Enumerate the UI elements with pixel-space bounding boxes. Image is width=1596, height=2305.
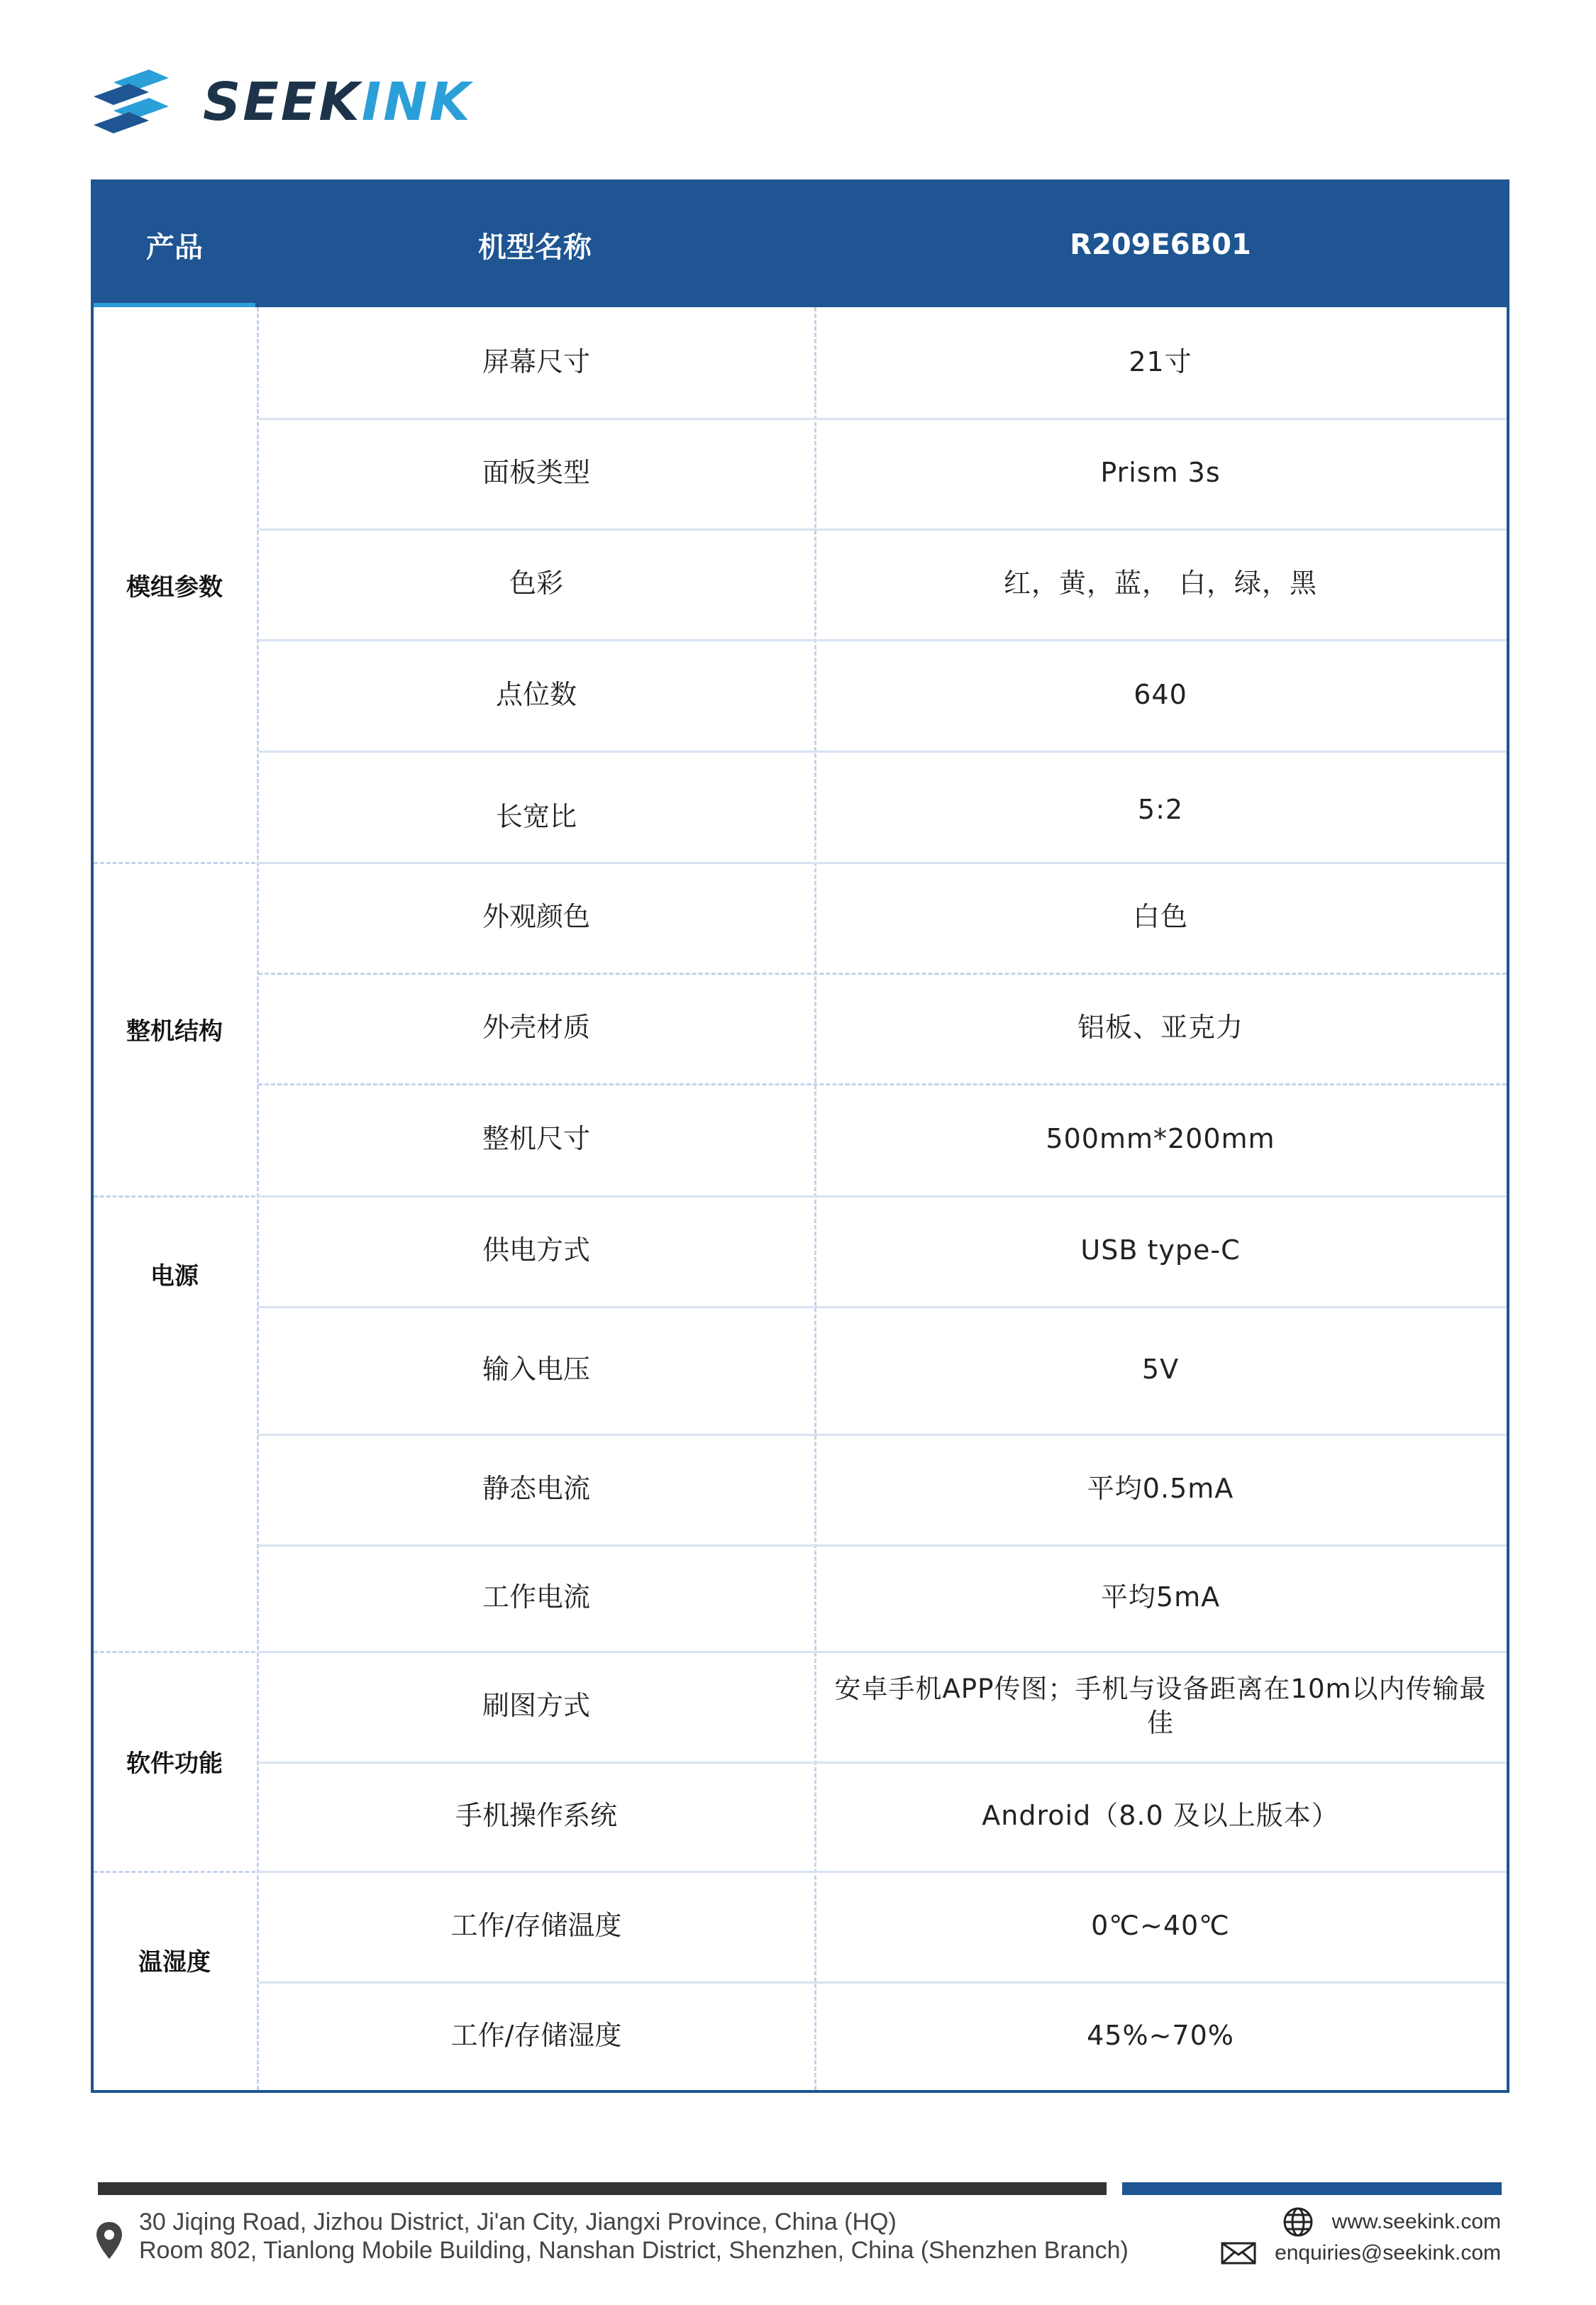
row-name: 长宽比 (495, 800, 577, 832)
row-value: 640 (1134, 678, 1187, 710)
table-row (258, 1762, 1507, 1871)
header-model-value: R209E6B01 (1070, 228, 1251, 261)
row-value: 5:2 (1137, 793, 1184, 825)
footer-bar-dark (98, 2182, 1107, 2195)
row-name: 刷图方式 (482, 1690, 590, 1722)
seekink-logo-mark-icon (92, 68, 170, 136)
brand-name: SEEKINK (203, 72, 472, 133)
row-value: Prism 3s (1100, 457, 1221, 489)
table-row (258, 1981, 1507, 2090)
footer-bar-blue (1122, 2182, 1502, 2195)
row-name: 面板类型 (482, 457, 590, 489)
address-hq: 30 Jiqing Road, Jizhou District, Ji'an City, Jiangxi Province, China (HQ) (139, 2209, 897, 2235)
website-link[interactable]: www.seekink.com (1331, 2210, 1501, 2233)
email-link[interactable]: enquiries@seekink.com (1275, 2241, 1501, 2265)
row-name: 工作/存储温度 (450, 1910, 622, 1942)
group-label: 软件功能 (126, 1749, 223, 1778)
row-name: 工作电流 (482, 1581, 590, 1613)
header-model-name: 机型名称 (478, 231, 592, 264)
row-value: 5V (1141, 1354, 1180, 1386)
table-row (258, 639, 1507, 751)
table-row (258, 862, 1507, 973)
table-row (258, 1306, 1507, 1434)
row-value: 平均5mA (1100, 1581, 1221, 1613)
row-name: 屏幕尺寸 (482, 346, 590, 378)
table-row (258, 1434, 1507, 1544)
table-row (258, 1651, 1507, 1762)
table-row (258, 418, 1507, 529)
table-row (258, 1871, 1507, 1981)
row-value: 红，黄，蓝， 白，绿，黑 (1003, 568, 1318, 599)
row-value: 45%~70% (1087, 2019, 1234, 2051)
row-name: 外观颜色 (482, 901, 590, 933)
brand-logo (92, 68, 472, 136)
footer-address (139, 2208, 1129, 2265)
table-row (258, 751, 1507, 862)
row-name: 外壳材质 (482, 1012, 590, 1044)
address-branch: Room 802, Tianlong Mobile Building, Nanshan District, Shenzhen, China (Shenzhen Branch) (139, 2237, 1129, 2264)
group-label: 整机结构 (126, 1017, 223, 1046)
table-row (258, 1544, 1507, 1651)
group-label: 模组参数 (126, 573, 223, 602)
row-name: 手机操作系统 (455, 1800, 617, 1832)
row-name: 工作/存储湿度 (450, 2019, 622, 2051)
header-product: 产品 (146, 231, 203, 264)
row-value: USB type-C (1080, 1234, 1241, 1266)
row-value: 0℃~40℃ (1091, 1910, 1230, 1942)
row-value: 平均0.5mA (1087, 1473, 1234, 1505)
row-value: 21寸 (1129, 346, 1192, 378)
table-header (94, 182, 1507, 307)
table-row (258, 529, 1507, 639)
row-value: 500mm*200mm (1046, 1123, 1275, 1155)
spec-table (91, 179, 1509, 2093)
group-label: 电源 (150, 1261, 199, 1290)
row-name: 输入电压 (482, 1354, 590, 1386)
row-name: 供电方式 (482, 1234, 590, 1266)
footer-contact (1221, 2206, 1501, 2269)
row-name: 色彩 (509, 568, 563, 599)
globe-icon (1282, 2206, 1314, 2238)
row-name: 静态电流 (482, 1473, 590, 1505)
row-value: 白色 (1132, 901, 1188, 933)
row-value: Android（8.0 及以上版本） (982, 1800, 1339, 1832)
row-name: 整机尺寸 (482, 1123, 590, 1155)
table-row (258, 1195, 1507, 1306)
group-label: 温湿度 (138, 1947, 211, 1977)
row-name: 点位数 (495, 678, 577, 710)
table-row (258, 973, 1507, 1083)
row-value: 铝板、亚克力 (1077, 1012, 1243, 1044)
table-row (258, 307, 1507, 418)
row-value: 安卓手机APP传图；手机与设备距离在10m以内传输最佳 (834, 1673, 1487, 1738)
table-row (258, 1083, 1507, 1195)
location-pin-icon (95, 2221, 123, 2263)
envelope-icon (1221, 2242, 1256, 2265)
